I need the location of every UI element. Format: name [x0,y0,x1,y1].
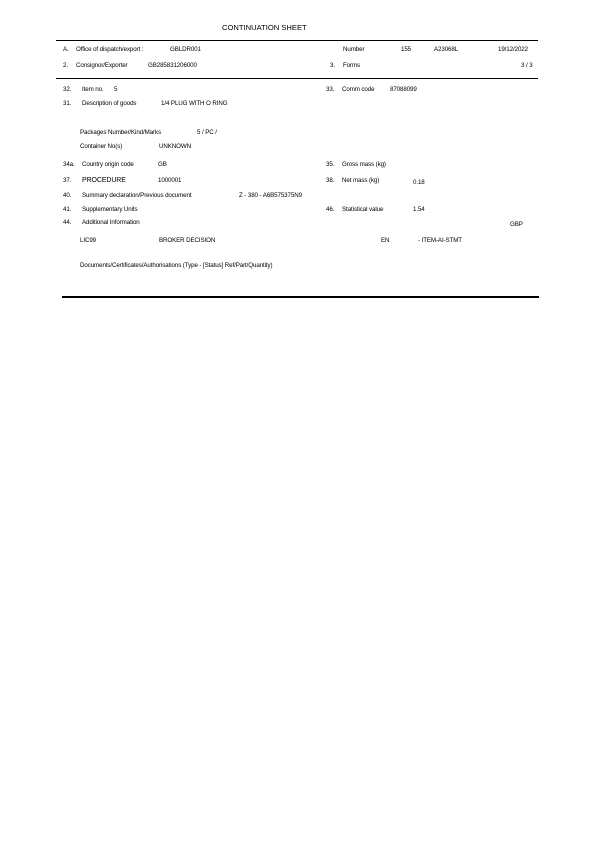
container-label: Container No(s) [80,143,123,150]
previous-document-value: Z - 380 - A6B575375N9 [239,192,302,199]
comm-code-label: Comm code [342,86,375,93]
field-33-number: 33. [326,86,335,93]
date-value: 19/12/2022 [498,46,528,53]
description-value: 1/4 PLUG WITH O RING [161,100,228,107]
item-bottom-rule [62,296,539,298]
additional-info-description: BROKER DECISION [159,237,216,244]
currency-code: GBP [510,221,523,228]
item-no-label: Item no. [82,86,104,93]
field-32-number: 32. [63,86,72,93]
packages-value: 5 / PC / [197,129,217,136]
packages-label: Packages Number/Kind/Marks [80,129,161,136]
field-37-number: 37. [63,177,72,184]
additional-info-language: EN [381,237,390,244]
previous-document-label: Summary declaration/Previous document [82,192,192,199]
page-title: CONTINUATION SHEET [222,23,307,32]
consignor-value: GB285831206000 [148,62,197,69]
container-value: UNKNOWN [159,143,191,150]
field-2-number: 2. [63,62,68,69]
field-46-number: 46. [326,206,335,213]
field-35-number: 35. [326,161,335,168]
country-origin-value: GB [158,161,167,168]
supplementary-units-label: Supplementary Units [82,206,138,213]
country-origin-label: Country origin code [82,161,134,168]
header-bottom-rule [56,78,538,79]
field-44-number: 44. [63,219,72,226]
forms-label: Forms [343,62,361,69]
net-mass-value: 0.18 [413,179,425,186]
header-top-rule [56,40,538,41]
field-34a-number: 34a. [63,161,75,168]
reference-value: A23068L [434,46,459,53]
number-label: Number [343,46,365,53]
additional-info-label: Additional Information [82,219,140,226]
office-of-dispatch-value: GBLDR001 [170,46,201,53]
comm-code-value: 87088099 [390,86,417,93]
description-label: Description of goods [82,100,137,107]
field-41-number: 41. [63,206,72,213]
field-3-number: 3. [330,62,335,69]
consignor-label: Consignor/Exporter [76,62,128,69]
net-mass-label: Net mass (kg) [342,177,380,184]
additional-info-reference: - ITEM-AI-STMT [418,237,462,244]
field-31-number: 31. [63,100,72,107]
forms-value: 3 / 3 [521,62,533,69]
office-of-dispatch-label: Office of dispatch/export : [76,46,144,53]
additional-info-code: LIC99 [80,237,97,244]
item-no-value: 5 [114,86,118,93]
number-value: 155 [401,46,412,53]
field-40-number: 40. [63,192,72,199]
procedure-value: 1000001 [158,177,182,184]
field-38-number: 38. [326,177,335,184]
gross-mass-label: Gross mass (kg) [342,161,386,168]
statistical-value-label: Statistical value [342,206,384,213]
field-a-number: A. [63,46,69,53]
statistical-value: 1.54 [413,206,425,213]
procedure-label: PROCEDURE [82,177,126,184]
documents-label: Documents/Certificates/Authorisations (Type - [Status] Ref/Part/Quantity) [80,262,273,269]
